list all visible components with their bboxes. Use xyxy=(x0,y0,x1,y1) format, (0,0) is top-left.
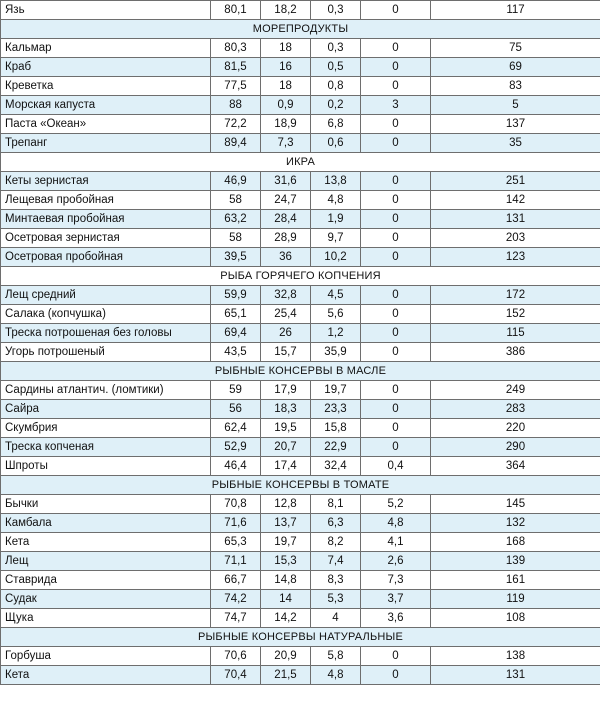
product-name: Лещ xyxy=(1,552,211,571)
protein-value: 24,7 xyxy=(261,191,311,210)
product-name: Лещевая пробойная xyxy=(1,191,211,210)
carbs-value: 4,8 xyxy=(361,514,431,533)
carbs-value: 0 xyxy=(361,647,431,666)
product-name: Морская капуста xyxy=(1,96,211,115)
fat-value: 5,3 xyxy=(311,590,361,609)
table-row xyxy=(1,134,600,153)
table-row xyxy=(1,324,600,343)
table-row xyxy=(1,647,600,666)
section-title: РЫБА ГОРЯЧЕГО КОПЧЕНИЯ xyxy=(1,267,600,286)
protein-value: 17,4 xyxy=(261,457,311,476)
calories-value: 168 xyxy=(431,533,600,552)
carbs-value: 3,7 xyxy=(361,590,431,609)
calories-value: 251 xyxy=(431,172,600,191)
water-value: 80,1 xyxy=(211,1,261,20)
calories-value: 249 xyxy=(431,381,600,400)
water-value: 62,4 xyxy=(211,419,261,438)
fat-value: 1,2 xyxy=(311,324,361,343)
product-name: Шпроты xyxy=(1,457,211,476)
protein-value: 18,2 xyxy=(261,1,311,20)
fat-value: 0,2 xyxy=(311,96,361,115)
table-row xyxy=(1,381,600,400)
table-row xyxy=(1,58,600,77)
water-value: 56 xyxy=(211,400,261,419)
water-value: 46,9 xyxy=(211,172,261,191)
section-title: РЫБНЫЕ КОНСЕРВЫ НАТУРАЛЬНЫЕ xyxy=(1,628,600,647)
table-row xyxy=(1,172,600,191)
product-name: Осетровая пробойная xyxy=(1,248,211,267)
carbs-value: 0 xyxy=(361,305,431,324)
product-name: Щука xyxy=(1,609,211,628)
section-header-row xyxy=(1,20,600,39)
product-name: Треска потрошеная без головы xyxy=(1,324,211,343)
water-value: 70,8 xyxy=(211,495,261,514)
water-value: 65,3 xyxy=(211,533,261,552)
fat-value: 35,9 xyxy=(311,343,361,362)
section-header-row xyxy=(1,476,600,495)
table-row xyxy=(1,96,600,115)
calories-value: 131 xyxy=(431,666,600,685)
protein-value: 14,8 xyxy=(261,571,311,590)
water-value: 66,7 xyxy=(211,571,261,590)
carbs-value: 0 xyxy=(361,286,431,305)
product-name: Язь xyxy=(1,1,211,20)
carbs-value: 0 xyxy=(361,1,431,20)
table-row xyxy=(1,1,600,20)
table-row xyxy=(1,248,600,267)
water-value: 72,2 xyxy=(211,115,261,134)
protein-value: 12,8 xyxy=(261,495,311,514)
protein-value: 28,4 xyxy=(261,210,311,229)
carbs-value: 5,2 xyxy=(361,495,431,514)
table-row xyxy=(1,609,600,628)
water-value: 65,1 xyxy=(211,305,261,324)
table-row xyxy=(1,39,600,58)
fat-value: 0,3 xyxy=(311,39,361,58)
water-value: 71,6 xyxy=(211,514,261,533)
calories-value: 131 xyxy=(431,210,600,229)
fat-value: 0,8 xyxy=(311,77,361,96)
product-name: Бычки xyxy=(1,495,211,514)
carbs-value: 0 xyxy=(361,58,431,77)
protein-value: 20,7 xyxy=(261,438,311,457)
protein-value: 25,4 xyxy=(261,305,311,324)
carbs-value: 0 xyxy=(361,343,431,362)
carbs-value: 0,4 xyxy=(361,457,431,476)
water-value: 74,2 xyxy=(211,590,261,609)
fat-value: 15,8 xyxy=(311,419,361,438)
protein-value: 18,3 xyxy=(261,400,311,419)
carbs-value: 0 xyxy=(361,666,431,685)
fat-value: 4 xyxy=(311,609,361,628)
calories-value: 83 xyxy=(431,77,600,96)
carbs-value: 0 xyxy=(361,115,431,134)
calories-value: 142 xyxy=(431,191,600,210)
product-name: Скумбрия xyxy=(1,419,211,438)
water-value: 70,4 xyxy=(211,666,261,685)
fat-value: 8,3 xyxy=(311,571,361,590)
protein-value: 14,2 xyxy=(261,609,311,628)
section-header-row xyxy=(1,267,600,286)
fat-value: 0,5 xyxy=(311,58,361,77)
table-row xyxy=(1,590,600,609)
table-row xyxy=(1,400,600,419)
calories-value: 35 xyxy=(431,134,600,153)
table-row xyxy=(1,77,600,96)
water-value: 58 xyxy=(211,191,261,210)
fat-value: 4,8 xyxy=(311,191,361,210)
table-row xyxy=(1,514,600,533)
carbs-value: 0 xyxy=(361,400,431,419)
fat-value: 10,2 xyxy=(311,248,361,267)
water-value: 58 xyxy=(211,229,261,248)
fat-value: 13,8 xyxy=(311,172,361,191)
water-value: 74,7 xyxy=(211,609,261,628)
fat-value: 5,6 xyxy=(311,305,361,324)
product-name: Горбуша xyxy=(1,647,211,666)
carbs-value: 2,6 xyxy=(361,552,431,571)
section-header-row xyxy=(1,362,600,381)
fat-value: 0,6 xyxy=(311,134,361,153)
fat-value: 4,5 xyxy=(311,286,361,305)
protein-value: 15,7 xyxy=(261,343,311,362)
table-row xyxy=(1,419,600,438)
protein-value: 32,8 xyxy=(261,286,311,305)
table-row xyxy=(1,115,600,134)
product-name: Салака (копчушка) xyxy=(1,305,211,324)
product-name: Сайра xyxy=(1,400,211,419)
water-value: 70,6 xyxy=(211,647,261,666)
water-value: 89,4 xyxy=(211,134,261,153)
fat-value: 8,1 xyxy=(311,495,361,514)
water-value: 81,5 xyxy=(211,58,261,77)
product-name: Паста «Океан» xyxy=(1,115,211,134)
carbs-value: 4,1 xyxy=(361,533,431,552)
calories-value: 137 xyxy=(431,115,600,134)
calories-value: 69 xyxy=(431,58,600,77)
product-name: Камбала xyxy=(1,514,211,533)
water-value: 69,4 xyxy=(211,324,261,343)
table-body xyxy=(1,1,600,685)
protein-value: 17,9 xyxy=(261,381,311,400)
calories-value: 117 xyxy=(431,1,600,20)
carbs-value: 3 xyxy=(361,96,431,115)
fat-value: 23,3 xyxy=(311,400,361,419)
carbs-value: 0 xyxy=(361,381,431,400)
fat-value: 32,4 xyxy=(311,457,361,476)
table-row xyxy=(1,286,600,305)
product-name: Сардины атлантич. (ломтики) xyxy=(1,381,211,400)
protein-value: 20,9 xyxy=(261,647,311,666)
calories-value: 145 xyxy=(431,495,600,514)
section-title: МОРЕПРОДУКТЫ xyxy=(1,20,600,39)
product-name: Ставрида xyxy=(1,571,211,590)
calories-value: 172 xyxy=(431,286,600,305)
section-title: РЫБНЫЕ КОНСЕРВЫ В ТОМАТЕ xyxy=(1,476,600,495)
carbs-value: 0 xyxy=(361,210,431,229)
fat-value: 4,8 xyxy=(311,666,361,685)
calories-value: 203 xyxy=(431,229,600,248)
product-name: Краб xyxy=(1,58,211,77)
product-name: Лещ средний xyxy=(1,286,211,305)
protein-value: 18 xyxy=(261,39,311,58)
calories-value: 220 xyxy=(431,419,600,438)
table-row xyxy=(1,666,600,685)
product-name: Судак xyxy=(1,590,211,609)
calories-value: 119 xyxy=(431,590,600,609)
table-row xyxy=(1,305,600,324)
fat-value: 0,3 xyxy=(311,1,361,20)
carbs-value: 0 xyxy=(361,39,431,58)
protein-value: 28,9 xyxy=(261,229,311,248)
protein-value: 14 xyxy=(261,590,311,609)
table-row xyxy=(1,457,600,476)
fat-value: 7,4 xyxy=(311,552,361,571)
table-row xyxy=(1,210,600,229)
product-name: Кальмар xyxy=(1,39,211,58)
fat-value: 9,7 xyxy=(311,229,361,248)
table-row xyxy=(1,533,600,552)
protein-value: 36 xyxy=(261,248,311,267)
carbs-value: 0 xyxy=(361,438,431,457)
carbs-value: 0 xyxy=(361,134,431,153)
section-header-row xyxy=(1,153,600,172)
protein-value: 0,9 xyxy=(261,96,311,115)
calories-value: 161 xyxy=(431,571,600,590)
product-name: Угорь потрошеный xyxy=(1,343,211,362)
calories-value: 283 xyxy=(431,400,600,419)
section-title: ИКРА xyxy=(1,153,600,172)
calories-value: 139 xyxy=(431,552,600,571)
protein-value: 15,3 xyxy=(261,552,311,571)
product-name: Креветка xyxy=(1,77,211,96)
protein-value: 21,5 xyxy=(261,666,311,685)
carbs-value: 0 xyxy=(361,248,431,267)
table-row xyxy=(1,438,600,457)
calories-value: 5 xyxy=(431,96,600,115)
product-name: Треска копченая xyxy=(1,438,211,457)
fat-value: 6,3 xyxy=(311,514,361,533)
calories-value: 152 xyxy=(431,305,600,324)
carbs-value: 0 xyxy=(361,77,431,96)
carbs-value: 0 xyxy=(361,419,431,438)
carbs-value: 0 xyxy=(361,172,431,191)
water-value: 77,5 xyxy=(211,77,261,96)
product-name: Осетровая зернистая xyxy=(1,229,211,248)
water-value: 39,5 xyxy=(211,248,261,267)
product-name: Кета xyxy=(1,666,211,685)
water-value: 46,4 xyxy=(211,457,261,476)
protein-value: 26 xyxy=(261,324,311,343)
table-row xyxy=(1,343,600,362)
product-name: Минтаевая пробойная xyxy=(1,210,211,229)
fat-value: 8,2 xyxy=(311,533,361,552)
fat-value: 1,9 xyxy=(311,210,361,229)
calories-value: 115 xyxy=(431,324,600,343)
carbs-value: 0 xyxy=(361,191,431,210)
protein-value: 19,5 xyxy=(261,419,311,438)
fat-value: 6,8 xyxy=(311,115,361,134)
fat-value: 5,8 xyxy=(311,647,361,666)
section-title: РЫБНЫЕ КОНСЕРВЫ В МАСЛЕ xyxy=(1,362,600,381)
protein-value: 7,3 xyxy=(261,134,311,153)
protein-value: 13,7 xyxy=(261,514,311,533)
calories-value: 290 xyxy=(431,438,600,457)
water-value: 43,5 xyxy=(211,343,261,362)
water-value: 59,9 xyxy=(211,286,261,305)
water-value: 63,2 xyxy=(211,210,261,229)
calories-value: 132 xyxy=(431,514,600,533)
calories-value: 138 xyxy=(431,647,600,666)
carbs-value: 0 xyxy=(361,324,431,343)
fat-value: 22,9 xyxy=(311,438,361,457)
protein-value: 18 xyxy=(261,77,311,96)
carbs-value: 3,6 xyxy=(361,609,431,628)
water-value: 52,9 xyxy=(211,438,261,457)
product-name: Кеты зернистая xyxy=(1,172,211,191)
protein-value: 19,7 xyxy=(261,533,311,552)
table-row xyxy=(1,571,600,590)
carbs-value: 0 xyxy=(361,229,431,248)
calories-value: 364 xyxy=(431,457,600,476)
fat-value: 19,7 xyxy=(311,381,361,400)
water-value: 71,1 xyxy=(211,552,261,571)
calories-value: 75 xyxy=(431,39,600,58)
table-row xyxy=(1,229,600,248)
water-value: 80,3 xyxy=(211,39,261,58)
water-value: 88 xyxy=(211,96,261,115)
water-value: 59 xyxy=(211,381,261,400)
table-row xyxy=(1,191,600,210)
section-header-row xyxy=(1,628,600,647)
carbs-value: 7,3 xyxy=(361,571,431,590)
protein-value: 31,6 xyxy=(261,172,311,191)
calories-value: 123 xyxy=(431,248,600,267)
product-name: Трепанг xyxy=(1,134,211,153)
protein-value: 18,9 xyxy=(261,115,311,134)
calories-value: 108 xyxy=(431,609,600,628)
table-row xyxy=(1,495,600,514)
table-row xyxy=(1,552,600,571)
calories-value: 386 xyxy=(431,343,600,362)
protein-value: 16 xyxy=(261,58,311,77)
product-name: Кета xyxy=(1,533,211,552)
